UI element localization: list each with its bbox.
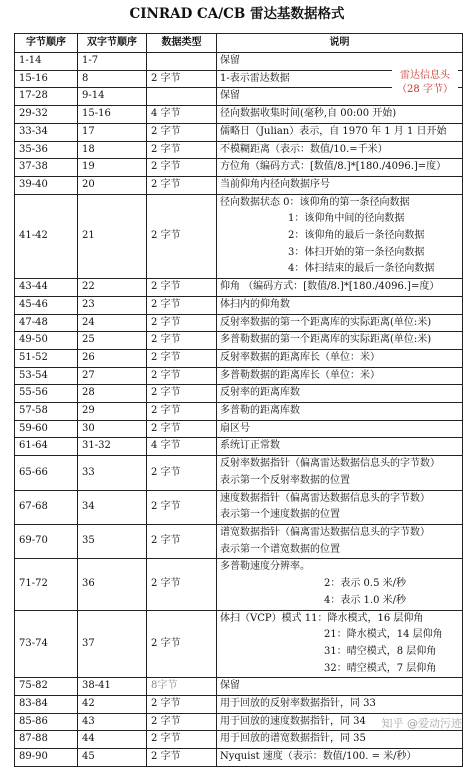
cell-byte-order: 47-48 — [15, 314, 78, 332]
description-line: 32：晴空模式，7 层仰角 — [324, 662, 437, 674]
description-line: 反射率数据的距离库长（单位：米） — [220, 351, 380, 363]
cell-description — [217, 490, 463, 524]
table-row — [15, 367, 463, 385]
cell-byte-order: 87-88 — [15, 731, 78, 749]
cell-byte-order: 57-58 — [15, 403, 78, 421]
cell-description — [217, 194, 463, 279]
description-line: 系统订正常数 — [220, 440, 280, 452]
description-line: 多普勒数据的距离库长（单位：米） — [220, 369, 380, 381]
description-line: 用于回放的速度数据指针，同 34 — [220, 715, 366, 727]
cell-description — [217, 176, 463, 194]
description-line: 31：晴空模式，8 层仰角 — [324, 645, 437, 657]
cell-word-order: 30 — [78, 420, 147, 438]
cell-byte-order: 17-28 — [15, 88, 78, 106]
cell-word-order: 36 — [78, 559, 147, 610]
table-row — [15, 696, 463, 714]
description-line: 儒略日（Julian）表示，自 1970 年 1 月 1 日开始 — [220, 125, 447, 137]
table-row — [15, 194, 463, 279]
cell-word-order: 33 — [78, 456, 147, 490]
cell-word-order: 35 — [78, 524, 147, 558]
cell-word-order: 28 — [78, 385, 147, 403]
cell-word-order: 38-41 — [78, 678, 147, 696]
cell-byte-order: 35-36 — [15, 141, 78, 159]
cell-description — [217, 159, 463, 177]
description-line: 1：该仰角中间的径向数据 — [288, 213, 405, 225]
cell-byte-order: 75-82 — [15, 678, 78, 696]
cell-word-order: 29 — [78, 403, 147, 421]
description-line: Nyquist 速度（表示：数值/100. = 米/秒） — [220, 751, 417, 763]
cell-word-order: 21 — [78, 194, 147, 279]
cell-word-order: 43 — [78, 713, 147, 731]
cell-byte-order: 65-66 — [15, 456, 78, 490]
cell-word-order: 1-7 — [78, 53, 147, 71]
table-row — [15, 314, 463, 332]
cell-data-type: 2 字节 — [147, 159, 217, 177]
cell-description — [217, 106, 463, 124]
cell-description — [217, 141, 463, 159]
cell-byte-order: 1-14 — [15, 53, 78, 71]
description-line: 反射率的距离库数 — [220, 387, 300, 399]
cell-byte-order: 37-38 — [15, 159, 78, 177]
cell-word-order: 22 — [78, 279, 147, 297]
cell-description — [217, 367, 463, 385]
description-line: 反射率数据指针（偏离雷达数据信息头的字节数） — [220, 458, 440, 470]
document-title: CINRAD CA/CB 雷达基数据格式 — [129, 6, 345, 22]
cell-byte-order: 73-74 — [15, 610, 78, 678]
cell-data-type: 2 字节 — [147, 385, 217, 403]
description-line: 当前仰角内径向数据序号 — [220, 178, 330, 190]
description-line: 4：表示 1.0 米/秒 — [324, 594, 406, 606]
cell-description — [217, 349, 463, 367]
cell-word-order: 27 — [78, 367, 147, 385]
cell-data-type: 2 字节 — [147, 420, 217, 438]
table-row — [15, 438, 463, 456]
description-line: 径向数据状态 0：该仰角的第一条径向数据 — [220, 196, 410, 208]
description-line: 用于回放的谱宽数据指针，同 35 — [220, 733, 366, 745]
radar-header-note-line: 雷达信息头 — [400, 69, 450, 81]
description-line: 保留 — [220, 90, 240, 102]
cell-description — [217, 53, 463, 71]
cell-word-order: 45 — [78, 749, 147, 767]
watermark: 知乎 @爱动污迹 — [381, 717, 462, 730]
cell-description — [217, 296, 463, 314]
cell-byte-order: 59-60 — [15, 420, 78, 438]
table-body — [15, 53, 463, 767]
table-row — [15, 749, 463, 767]
cell-data-type: 2 字节 — [147, 403, 217, 421]
cell-data-type — [147, 53, 217, 71]
cell-word-order: 25 — [78, 332, 147, 350]
description-line: 表示第一个速度数据的位置 — [220, 509, 340, 521]
cell-description — [217, 731, 463, 749]
cell-data-type: 8字节 — [147, 678, 217, 696]
cell-data-type: 2 字节 — [147, 279, 217, 297]
header-data-type: 数据类型 — [147, 34, 217, 53]
cell-data-type: 2 字节 — [147, 456, 217, 490]
cell-description — [217, 438, 463, 456]
cell-word-order: 17 — [78, 123, 147, 141]
cell-data-type: 2 字节 — [147, 314, 217, 332]
cell-description — [217, 403, 463, 421]
cell-word-order: 34 — [78, 490, 147, 524]
cell-byte-order: 55-56 — [15, 385, 78, 403]
cell-word-order: 44 — [78, 731, 147, 749]
cell-description — [217, 332, 463, 350]
cell-data-type: 2 字节 — [147, 524, 217, 558]
cell-description — [217, 314, 463, 332]
cell-byte-order: 69-70 — [15, 524, 78, 558]
cell-word-order: 24 — [78, 314, 147, 332]
table-row — [15, 524, 463, 558]
cell-data-type: 2 字节 — [147, 490, 217, 524]
cell-byte-order: 39-40 — [15, 176, 78, 194]
cell-byte-order: 33-34 — [15, 123, 78, 141]
cell-data-type: 4 字节 — [147, 438, 217, 456]
description-line: 2：该仰角的最后一条径向数据 — [288, 230, 425, 242]
cell-data-type: 2 字节 — [147, 713, 217, 731]
cell-byte-order: 53-54 — [15, 367, 78, 385]
description-line: 径向数据收集时间(毫秒,自 00:00 开始) — [220, 108, 397, 120]
table-row — [15, 106, 463, 124]
cell-word-order: 15-16 — [78, 106, 147, 124]
cell-description — [217, 69, 463, 95]
cell-data-type: 4 字节 — [147, 106, 217, 124]
cell-word-order: 20 — [78, 176, 147, 194]
cell-data-type: 2 字节 — [147, 610, 217, 678]
description-line: 4：体扫结束的最后一条径向数据 — [288, 263, 435, 275]
cell-byte-order: 83-84 — [15, 696, 78, 714]
cell-byte-order: 61-64 — [15, 438, 78, 456]
cell-data-type: 2 字节 — [147, 123, 217, 141]
cell-data-type: 2 字节 — [147, 194, 217, 279]
table-row — [15, 123, 463, 141]
byte-format-table — [14, 33, 463, 767]
cell-description — [217, 123, 463, 141]
cell-word-order: 37 — [78, 610, 147, 678]
table-row — [15, 332, 463, 350]
description-line: 多普勒数据的第一个距离库的实际距离(单位:米) — [220, 334, 432, 346]
cell-byte-order: 15-16 — [15, 70, 78, 88]
description-line: 1-表示雷达数据 — [220, 72, 290, 84]
table-row — [15, 385, 463, 403]
description-line: 不模糊距离（表示：数值/10.=千米） — [220, 143, 388, 155]
header-byte-order: 字节顺序 — [15, 34, 78, 53]
table-row — [15, 296, 463, 314]
description-line: 保留 — [220, 680, 240, 692]
cell-byte-order: 49-50 — [15, 332, 78, 350]
cell-byte-order: 51-52 — [15, 349, 78, 367]
cell-byte-order: 71-72 — [15, 559, 78, 610]
description-line: 保留 — [220, 55, 240, 66]
cell-data-type: 2 字节 — [147, 141, 217, 159]
cell-description — [217, 279, 463, 297]
table-row — [15, 88, 463, 106]
table-row — [15, 141, 463, 159]
cell-description — [217, 88, 463, 106]
cell-word-order: 31-32 — [78, 438, 147, 456]
cell-byte-order: 41-42 — [15, 194, 78, 279]
table-row — [15, 349, 463, 367]
description-line: 反射率数据的第一个距离库的实际距离(单位:米) — [220, 316, 432, 328]
table-row — [15, 610, 463, 678]
cell-description — [217, 678, 463, 696]
table-row — [15, 678, 463, 696]
cell-description — [217, 456, 463, 490]
cell-description — [217, 749, 463, 767]
table-header-row — [15, 34, 463, 53]
cell-word-order: 23 — [78, 296, 147, 314]
description-line: 2：表示 0.5 米/秒 — [324, 578, 406, 590]
table-row — [15, 70, 463, 88]
description-line: 表示第一个谱宽数据的位置 — [220, 543, 340, 555]
table-row — [15, 53, 463, 71]
description-line: 仰角 （编码方式：[数值/8.]*[180./4096.]=度） — [220, 281, 440, 293]
cell-word-order: 9-14 — [78, 88, 147, 106]
cell-data-type: 2 字节 — [147, 731, 217, 749]
cell-word-order: 18 — [78, 141, 147, 159]
description-line: 多普勒的距离库数 — [220, 405, 300, 417]
cell-byte-order: 43-44 — [15, 279, 78, 297]
cell-byte-order: 85-86 — [15, 713, 78, 731]
description-line: 扇区号 — [220, 422, 250, 434]
description-line: 21：降水模式，14 层仰角 — [324, 629, 443, 641]
description-line: 多普勒速度分辨率。 — [220, 561, 310, 573]
table-row — [15, 731, 463, 749]
description-line: 3：体扫开始的第一条径向数据 — [288, 246, 425, 258]
table-row — [15, 490, 463, 524]
cell-data-type: 2 字节 — [147, 696, 217, 714]
cell-data-type: 2 字节 — [147, 332, 217, 350]
cell-description — [217, 524, 463, 558]
cell-word-order: 42 — [78, 696, 147, 714]
description-line: 方位角（编码方式：[数值/8.]*[180./4096.]=度） — [220, 161, 447, 173]
cell-data-type — [147, 88, 217, 106]
description-line: 用于回放的反射率数据指针，同 33 — [220, 698, 376, 710]
table-row — [15, 176, 463, 194]
cell-data-type: 2 字节 — [147, 349, 217, 367]
cell-data-type: 2 字节 — [147, 176, 217, 194]
radar-header-note-line: （28 字节） — [397, 83, 453, 95]
cell-description — [217, 559, 463, 610]
cell-description — [217, 610, 463, 678]
cell-data-type: 2 字节 — [147, 367, 217, 385]
table-row — [15, 279, 463, 297]
table-row — [15, 559, 463, 610]
cell-data-type: 2 字节 — [147, 749, 217, 767]
cell-byte-order: 29-32 — [15, 106, 78, 124]
cell-word-order: 26 — [78, 349, 147, 367]
cell-description — [217, 385, 463, 403]
cell-byte-order: 45-46 — [15, 296, 78, 314]
description-line: 体扫内的仰角数 — [220, 298, 290, 310]
cell-word-order: 8 — [78, 70, 147, 88]
description-line: 速度数据指针（偏离雷达数据信息头的字节数） — [220, 492, 430, 504]
table-row — [15, 403, 463, 421]
cell-data-type: 2 字节 — [147, 559, 217, 610]
cell-data-type: 2 字节 — [147, 70, 217, 88]
table-row — [15, 420, 463, 438]
cell-word-order: 19 — [78, 159, 147, 177]
table-row — [15, 456, 463, 490]
cell-data-type: 2 字节 — [147, 296, 217, 314]
header-description: 说明 — [217, 34, 463, 53]
table-row — [15, 159, 463, 177]
description-line: 谱宽数据指针（偏离雷达数据信息头的字节数） — [220, 526, 430, 538]
description-line: 体扫（VCP）模式 11：降水模式，16 层仰角 — [220, 612, 424, 624]
cell-byte-order: 67-68 — [15, 490, 78, 524]
description-line: 表示第一个反射率数据的位置 — [220, 474, 350, 486]
cell-description — [217, 696, 463, 714]
cell-byte-order: 89-90 — [15, 749, 78, 767]
header-word-order: 双字节顺序 — [78, 34, 147, 53]
cell-description — [217, 420, 463, 438]
